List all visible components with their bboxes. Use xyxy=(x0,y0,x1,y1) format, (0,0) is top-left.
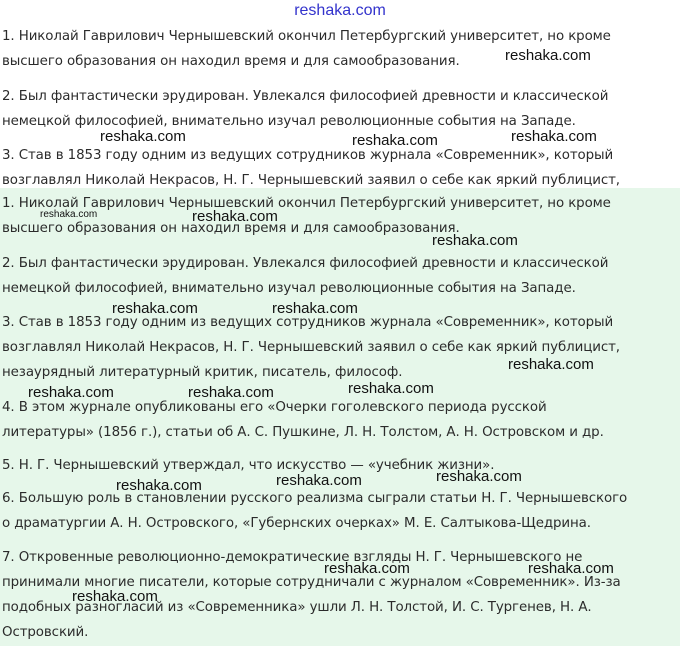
paragraph-3 xyxy=(2,310,672,385)
watermark: reshaka.com xyxy=(40,209,98,220)
paragraph-4 xyxy=(2,395,672,445)
watermark: reshaka.com xyxy=(28,384,114,401)
text-line: немецкой философией, внимательно изучал революционные события на Западе. xyxy=(2,114,576,129)
watermark: reshaka.com xyxy=(100,128,186,145)
text-line: принимали многие писатели, которые сотрудничали с журналом «Современник». Из-за xyxy=(2,575,621,590)
text-line: о драматургии А. Н. Островского, «Губернских очерках» М. Е. Салтыкова-Щедрина. xyxy=(2,516,591,531)
watermark: reshaka.com xyxy=(272,300,358,317)
text-line: 1. Николай Гаврилович Чернышевский окончил Петербургский университет, но кроме xyxy=(2,196,611,211)
watermark: reshaka.com xyxy=(436,468,522,485)
watermark: reshaka.com xyxy=(188,384,274,401)
watermark: reshaka.com xyxy=(276,472,362,489)
text-line: литературы» (1856 г.), статьи об А. С. Пушкине, Л. Н. Толстом, А. Н. Островском и др. xyxy=(2,425,604,440)
text-line: возглавлял Николай Некрасов, Н. Г. Чернышевский заявил о себе как яркий публицист, xyxy=(2,340,620,355)
watermark: reshaka.com xyxy=(528,560,614,577)
watermark: reshaka.com xyxy=(508,356,594,373)
watermark: reshaka.com xyxy=(72,588,158,605)
watermark: reshaka.com xyxy=(112,300,198,317)
watermark: reshaka.com xyxy=(348,380,434,397)
text-line: высшего образования он находил время и для самообразования. xyxy=(2,54,460,69)
text-line: незаурядный литературный критик, писатель, философ. xyxy=(2,365,403,380)
watermark: reshaka.com xyxy=(116,477,202,494)
paragraph-6 xyxy=(2,486,672,536)
text-line: 2. Был фантастически эрудирован. Увлекался философией древности и классической xyxy=(2,256,609,271)
text-line: высшего образования он находил время и для самообразования. xyxy=(2,221,460,236)
text-line: 2. Был фантастически эрудирован. Увлекался философией древности и классической xyxy=(2,89,609,104)
text-line: 7. Откровенные революционно-демократические взгляды Н. Г. Чернышевского не xyxy=(2,550,583,565)
text-line: Островский. xyxy=(2,625,89,640)
text-line: немецкой философией, внимательно изучал революционные события на Западе. xyxy=(2,281,576,296)
watermark: reshaka.com xyxy=(505,47,591,64)
text-line: 6. Большую роль в становлении русского реализма сыграли статьи Н. Г. Чернышевского xyxy=(2,491,628,506)
paragraph-3 xyxy=(2,143,672,193)
watermark: reshaka.com xyxy=(192,208,278,225)
header-site-link[interactable]: reshaka.com xyxy=(294,2,386,19)
watermark: reshaka.com xyxy=(432,232,518,249)
text-line: возглавлял Николай Некрасов, Н. Г. Чернышевский заявил о себе как яркий публицист, xyxy=(2,173,620,188)
text-line: 1. Николай Гаврилович Чернышевский окончил Петербургский университет, но кроме xyxy=(2,29,611,44)
watermark: reshaka.com xyxy=(352,132,438,149)
watermark: reshaka.com xyxy=(511,128,597,145)
text-line: 3. Став в 1853 году одним из ведущих сотрудников журнала «Современник», который xyxy=(2,148,614,163)
paragraph-2 xyxy=(2,251,672,301)
text-line: 5. Н. Г. Чернышевский утверждал, что искусство — «учебник жизни». xyxy=(2,458,495,473)
text-line: подобных разногласий из «Современника» ушли Л. Н. Толстой, И. С. Тургенев, Н. А. xyxy=(2,600,592,615)
watermark: reshaka.com xyxy=(324,560,410,577)
text-line: 4. В этом журнале опубликованы его «Очерки гоголевского периода русской xyxy=(2,400,547,415)
paragraph-2 xyxy=(2,84,672,134)
paragraph-1 xyxy=(2,191,672,241)
text-line: 3. Став в 1853 году одним из ведущих сотрудников журнала «Современник», который xyxy=(2,315,614,330)
